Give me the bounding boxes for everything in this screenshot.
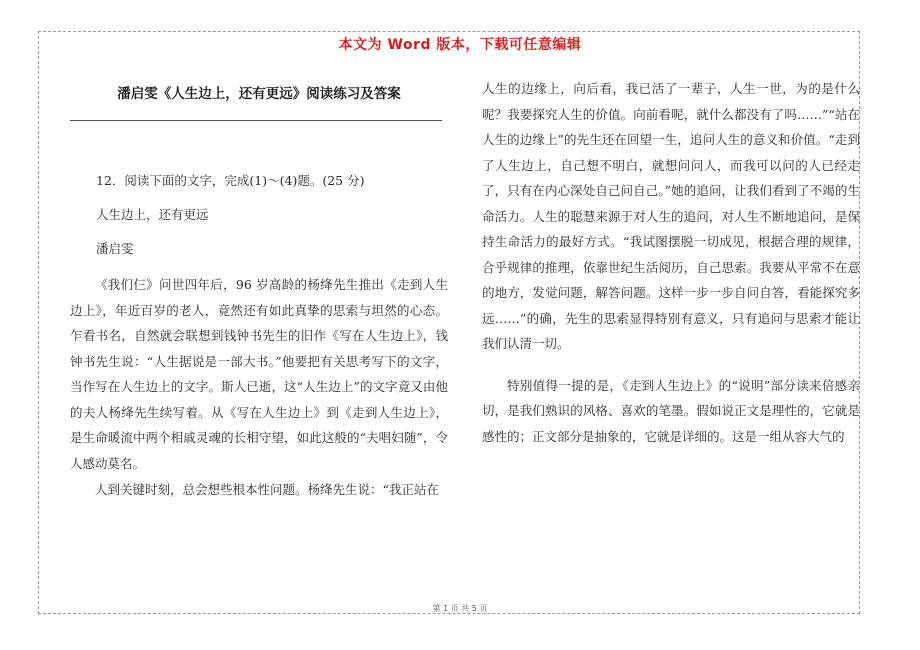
page-number-footer: 第 1 页 共 5 页 (432, 604, 488, 613)
right-column (482, 76, 860, 449)
question-instruction: 12．阅读下面的文字，完成(1)～(4)题。(25 分) (96, 173, 365, 188)
right-paragraph-2: 特别值得一提的是，《走到人生边上》的“说明”部分读来倍感亲切，是我们熟识的风格、喜欢的笔墨。假如说正文是理性的，它就是感性的；正文部分是抽象的，它就是详细的。这是一组从容大气的 (482, 377, 860, 444)
document-title: 潘启雯《人生边上，还有更远》阅读练习及答案 (117, 86, 401, 102)
right-paragraph-1: 人生的边缘上，向后看，我已活了一辈子，人生一世，为的是什么呢？我要探究人生的价值。向前看呢，就什么都没有了吗……”“站在人生的边缘上”的先生还在回望一生，追问人生的意义和价值。“走到了人生边上，自己想不明白，就想问问人，而我可以问的人已经走了，只有在内心深处自己问自己。”她的追问，让我们看到了不竭的生命活力。人生的聪慧来源于对人生的追问，对人生不断地追问，是保持生命活力的最好方式。“我试图摆脱一切成见，根据合理的规律，合乎规律的推理，依靠世纪生活阅历，自己思索。我要从平常不在意的地方，发觉问题，解答问题。这样一步一步自问自答，看能探究多远……”的确，先生的思索显得特别有意义，只有追问与思索才能让我们认清一切。 (482, 81, 860, 351)
download-banner: 本文为 Word 版本，下载可任意编辑 (338, 37, 582, 53)
article-title: 人生边上，还有更远 (96, 207, 209, 222)
left-paragraph-2: 人到关键时刻，总会想些根本性问题。杨绛先生说：“我正站在 (95, 482, 439, 497)
title-divider (70, 120, 442, 121)
article-author: 潘启雯 (96, 241, 134, 256)
left-paragraph-1: 《我们仨》问世四年后，96 岁高龄的杨绛先生推出《走到人生边上》，年近百岁的老人，竟然还有如此真挚的思索与坦然的心态。乍看书名，自然就会联想到钱钟书先生的旧作《写在人生边上》，钱钟书先生说：“人生据说是一部大书。”他要把有关思考写下的文字，当作写在人生边上的文字。斯人已逝，这“人生边上”的文字竟又由他的夫人杨绛先生续写着。从《写在人生边上》到《走到人生边上》，是生命暖流中两个相戚灵魂的长相守望，如此这般的“夫唱妇随”，令人感动莫名。 (70, 277, 448, 471)
left-column (70, 78, 448, 503)
